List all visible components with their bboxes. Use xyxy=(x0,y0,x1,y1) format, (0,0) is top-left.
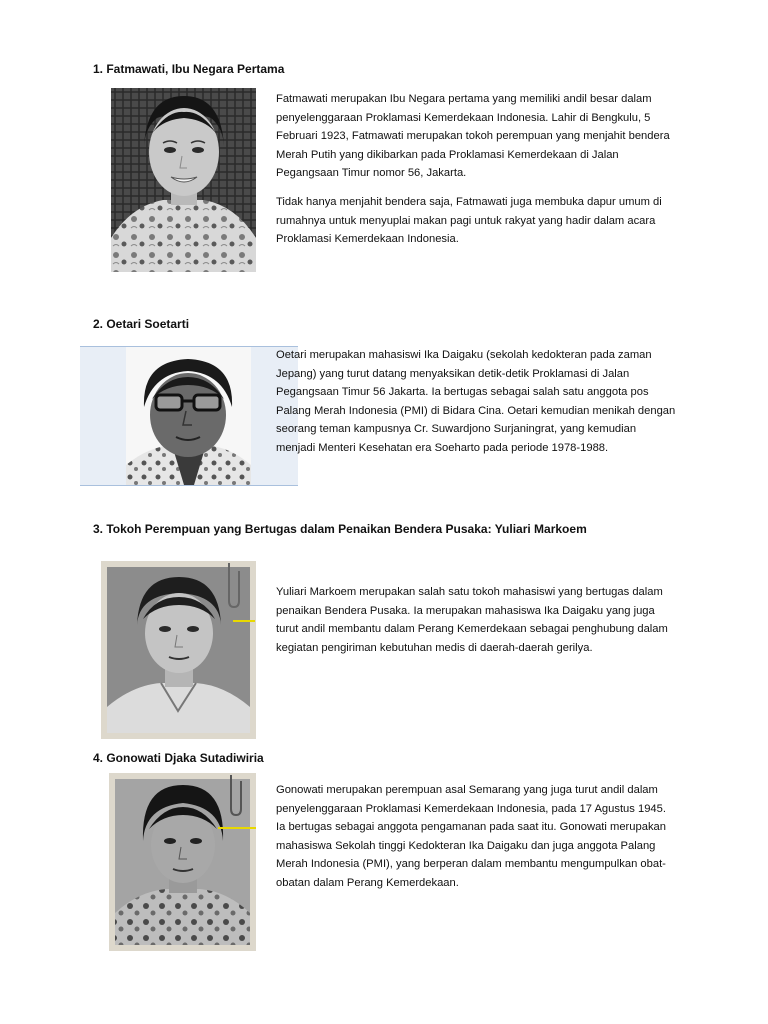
section-4-heading: 4. Gonowati Djaka Sutadiwiria xyxy=(93,751,264,765)
section-3-paragraph-1: Yuliari Markoem merupakan salah satu tokoh mahasiswi yang bertugas dalam penaikan Bendera Pusaka. Ia merupakan mahasiswa Ika Daigaku yang juga turut andil membantu dalam Perang Kemerdekaan sebagai penghubung dalam kegiatan pengiriman kebutuhan medis di daerah-daerah gerilya. xyxy=(276,586,668,654)
section-2-heading: 2. Oetari Soetarti xyxy=(93,317,190,331)
section-1-paragraph-2: Tidak hanya menjahit bendera saja, Fatmawati juga membuka dapur umum di rumahnya untuk menyuplai makan pagi untuk rakyat yang hadir dalam acara Proklamasi Kemerdekaan Indonesia. xyxy=(276,195,662,246)
section-2-paragraph-1: Oetari merupakan mahasiswi Ika Daigaku (sekolah kedokteran pada zaman Jepang) yang turut datang menyaksikan detik-detik Proklamasi di Jalan Pegangsaan Timur 56 Jakarta. Ia bertugas sebagai salah satu anggota pos Palang Merah Indonesia (PMI) di Bidara Cina. Oetari kemudian menikah dengan seorang teman kampusnya Cr. Suwardjono Surjaningrat, yang kemudian menjadi Menteri Kesehatan era Soeharto pada periode 1978-1988. xyxy=(276,349,676,454)
section-3-heading: 3. Tokoh Perempuan yang Bertugas dalam Penaikan Bendera Pusaka: Yuliari Markoem xyxy=(93,522,587,536)
section-1-text xyxy=(276,90,676,259)
section-1-heading: 1. Fatmawati, Ibu Negara Pertama xyxy=(93,62,285,76)
section-2-text xyxy=(276,346,676,468)
section-4-paragraph-1: Gonowati merupakan perempuan asal Semarang yang juga turut andil dalam penyelenggaraan Proklamasi Kemerdekaan Indonesia, pada 17 Agustus 1945. Ia bertugas sebagai anggota pengamanan pada saat itu. Gonowati merupakan mahasiswa Sekolah tinggi Kedokteran Ika Daigaku dan juga anggota Palang Merah Indonesia (PMI), yang berperan dalam membantu mengumpulkan obat-obatan dalam Perang Kemerdekaan. xyxy=(276,784,666,889)
fatmawati-portrait xyxy=(111,88,256,272)
section-4-text xyxy=(276,781,676,903)
paper-clip-marker xyxy=(218,827,256,829)
section-3-text xyxy=(276,583,676,667)
paper-clip-marker xyxy=(233,620,255,622)
yuliari-portrait xyxy=(101,561,256,739)
gonowati-portrait xyxy=(109,773,256,951)
oetari-portrait-frame xyxy=(80,346,298,486)
oetari-portrait xyxy=(126,347,251,485)
section-1-paragraph-1: Fatmawati merupakan Ibu Negara pertama yang memiliki andil besar dalam penyelenggaraan Proklamasi Kemerdekaan Indonesia. Lahir di Bengkulu, 5 Februari 1923, Fatmawati merupakan tokoh perempuan yang menjahit bendera Merah Putih yang dikibarkan pada Proklamasi Kemerdekaan di Jalan Pegangsaan Timur nomor 56, Jakarta. xyxy=(276,93,670,180)
